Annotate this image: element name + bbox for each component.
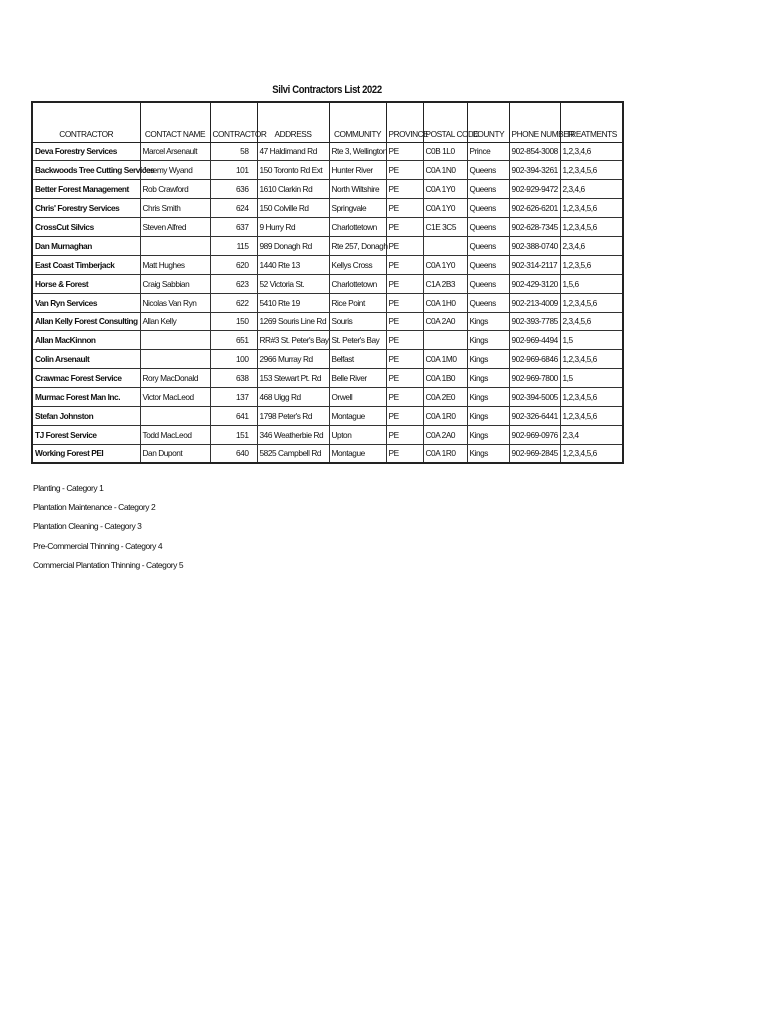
community-cell: Springvale <box>329 199 386 218</box>
contractor-name-cell: Dan Murnaghan <box>32 236 140 255</box>
table-row <box>32 180 623 199</box>
column-header: PHONE NUMBER <box>509 102 560 142</box>
table-row <box>32 218 623 237</box>
contractor-number-cell: 101 <box>210 161 257 180</box>
treatment-legend <box>33 482 183 578</box>
community-cell: Montague <box>329 444 386 463</box>
table-row <box>32 350 623 369</box>
postal-code-cell: C0A 1R0 <box>423 444 467 463</box>
community-cell: Rte 3, Wellington <box>329 142 386 161</box>
contractor-number-cell: 137 <box>210 388 257 407</box>
table-row <box>32 199 623 218</box>
county-cell: Kings <box>467 331 509 350</box>
contact-name-cell: Allan Kelly <box>140 312 210 331</box>
contact-name-cell: Jeremy Wyand <box>140 161 210 180</box>
contractor-number-cell: 636 <box>210 180 257 199</box>
community-cell: Kellys Cross <box>329 255 386 274</box>
treatments-cell: 1,5,6 <box>560 274 623 293</box>
province-cell: PE <box>386 180 423 199</box>
column-header: CONTRACTOR <box>210 102 257 142</box>
community-cell: Souris <box>329 312 386 331</box>
contact-name-cell: Victor MacLeod <box>140 388 210 407</box>
contact-name-cell: Dan Dupont <box>140 444 210 463</box>
province-cell: PE <box>386 199 423 218</box>
treatments-cell: 1,2,3,4,5,6 <box>560 293 623 312</box>
county-cell: Queens <box>467 218 509 237</box>
county-cell: Kings <box>467 444 509 463</box>
treatments-cell: 2,3,4,5,6 <box>560 312 623 331</box>
phone-number-cell: 902-969-4494 <box>509 331 560 350</box>
community-cell: Belfast <box>329 350 386 369</box>
province-cell: PE <box>386 331 423 350</box>
phone-number-cell: 902-213-4009 <box>509 293 560 312</box>
treatments-cell: 1,2,3,4,5,6 <box>560 388 623 407</box>
postal-code-cell: C0A 1Y0 <box>423 255 467 274</box>
treatments-cell: 1,2,3,5,6 <box>560 255 623 274</box>
contact-name-cell: Steven Alfred <box>140 218 210 237</box>
table-row <box>32 236 623 255</box>
county-cell: Queens <box>467 199 509 218</box>
address-cell: 468 Uigg Rd <box>257 388 329 407</box>
contractor-name-cell: Horse & Forest <box>32 274 140 293</box>
address-cell: 52 Victoria St. <box>257 274 329 293</box>
contractor-name-cell: Chris' Forestry Services <box>32 199 140 218</box>
phone-number-cell: 902-929-9472 <box>509 180 560 199</box>
county-cell: Kings <box>467 425 509 444</box>
contractor-number-cell: 100 <box>210 350 257 369</box>
contractor-number-cell: 624 <box>210 199 257 218</box>
legend-item: Pre-Commercial Thinning - Category 4 <box>33 540 163 551</box>
table-row <box>32 425 623 444</box>
contact-name-cell: Chris Smith <box>140 199 210 218</box>
treatments-cell: 1,2,3,4,5,6 <box>560 406 623 425</box>
address-cell: 150 Colville Rd <box>257 199 329 218</box>
contact-name-cell <box>140 350 210 369</box>
address-cell: 1610 Clarkin Rd <box>257 180 329 199</box>
treatments-cell: 1,2,3,4,5,6 <box>560 218 623 237</box>
province-cell: PE <box>386 236 423 255</box>
province-cell: PE <box>386 406 423 425</box>
address-cell: RR#3 St. Peter's Bay <box>257 331 329 350</box>
address-cell: 1798 Peter's Rd <box>257 406 329 425</box>
contractor-name-cell: Stefan Johnston <box>32 406 140 425</box>
address-cell: 5410 Rte 19 <box>257 293 329 312</box>
table-row <box>32 406 623 425</box>
postal-code-cell: C0A 1Y0 <box>423 199 467 218</box>
legend-item: Planting - Category 1 <box>33 483 104 493</box>
county-cell: Queens <box>467 255 509 274</box>
contact-name-cell <box>140 406 210 425</box>
county-cell: Queens <box>467 180 509 199</box>
phone-number-cell: 902-394-5005 <box>509 388 560 407</box>
address-cell: 1269 Souris Line Rd <box>257 312 329 331</box>
column-header: CONTACT NAME <box>140 102 210 142</box>
contractor-number-cell: 58 <box>210 142 257 161</box>
contractor-number-cell: 623 <box>210 274 257 293</box>
province-cell: PE <box>386 293 423 312</box>
county-cell: Kings <box>467 312 509 331</box>
address-cell: 150 Toronto Rd Ext <box>257 161 329 180</box>
county-cell: Queens <box>467 274 509 293</box>
province-cell: PE <box>386 142 423 161</box>
contractor-name-cell: East Coast Timberjack <box>32 255 140 274</box>
contractor-name-cell: TJ Forest Service <box>32 425 140 444</box>
table-row <box>32 274 623 293</box>
contractor-number-cell: 622 <box>210 293 257 312</box>
phone-number-cell: 902-429-3120 <box>509 274 560 293</box>
county-cell: Prince <box>467 142 509 161</box>
address-cell: 5825 Campbell Rd <box>257 444 329 463</box>
contact-name-cell: Marcel Arsenault <box>140 142 210 161</box>
county-cell: Kings <box>467 350 509 369</box>
contractor-number-cell: 640 <box>210 444 257 463</box>
county-cell: Kings <box>467 369 509 388</box>
contractor-name-cell: CrossCut Silvics <box>32 218 140 237</box>
postal-code-cell: C0A 1Y0 <box>423 180 467 199</box>
treatments-cell: 1,2,3,4,5,6 <box>560 350 623 369</box>
phone-number-cell: 902-626-6201 <box>509 199 560 218</box>
address-cell: 9 Hurry Rd <box>257 218 329 237</box>
table-row <box>32 331 623 350</box>
county-cell: Queens <box>467 236 509 255</box>
community-cell: Rice Point <box>329 293 386 312</box>
phone-number-cell: 902-969-7800 <box>509 369 560 388</box>
postal-code-cell: C0A 1M0 <box>423 350 467 369</box>
postal-code-cell <box>423 331 467 350</box>
community-cell: Belle River <box>329 369 386 388</box>
phone-number-cell: 902-326-6441 <box>509 406 560 425</box>
table-row <box>32 293 623 312</box>
contact-name-cell: Todd MacLeod <box>140 425 210 444</box>
county-cell: Kings <box>467 388 509 407</box>
province-cell: PE <box>386 425 423 444</box>
postal-code-cell: C0A 2E0 <box>423 388 467 407</box>
treatments-cell: 1,2,3,4,5,6 <box>560 199 623 218</box>
phone-number-cell: 902-969-0976 <box>509 425 560 444</box>
contractor-number-cell: 151 <box>210 425 257 444</box>
community-cell: Charlottetown <box>329 218 386 237</box>
table-row <box>32 255 623 274</box>
table-row <box>32 369 623 388</box>
phone-number-cell: 902-969-6846 <box>509 350 560 369</box>
phone-number-cell: 902-393-7785 <box>509 312 560 331</box>
table-row <box>32 312 623 331</box>
column-header: CONTRACTOR <box>32 102 140 142</box>
province-cell: PE <box>386 444 423 463</box>
contractor-number-cell: 637 <box>210 218 257 237</box>
phone-number-cell: 902-628-7345 <box>509 218 560 237</box>
treatments-cell: 1,5 <box>560 331 623 350</box>
postal-code-cell <box>423 236 467 255</box>
address-cell: 2966 Murray Rd <box>257 350 329 369</box>
county-cell: Queens <box>467 293 509 312</box>
community-cell: Montague <box>329 406 386 425</box>
province-cell: PE <box>386 274 423 293</box>
address-cell: 1440 Rte 13 <box>257 255 329 274</box>
table-row <box>32 444 623 463</box>
page-title: Silvi Contractors List 2022 <box>272 84 382 96</box>
contractors-table <box>31 101 624 464</box>
postal-code-cell: C0A 2A0 <box>423 312 467 331</box>
province-cell: PE <box>386 312 423 331</box>
column-header: COMMUNITY <box>329 102 386 142</box>
contractor-number-cell: 651 <box>210 331 257 350</box>
address-cell: 47 Haldimand Rd <box>257 142 329 161</box>
legend-item: Plantation Cleaning - Category 3 <box>33 521 142 532</box>
address-cell: 346 Weatherbie Rd <box>257 425 329 444</box>
contact-name-cell <box>140 236 210 255</box>
table-row <box>32 388 623 407</box>
contractor-number-cell: 638 <box>210 369 257 388</box>
phone-number-cell: 902-314-2117 <box>509 255 560 274</box>
contractor-number-cell: 115 <box>210 236 257 255</box>
community-cell: Upton <box>329 425 386 444</box>
treatments-cell: 2,3,4,6 <box>560 236 623 255</box>
table-row <box>32 161 623 180</box>
contact-name-cell: Nicolas Van Ryn <box>140 293 210 312</box>
treatments-cell: 1,2,3,4,5,6 <box>560 161 623 180</box>
province-cell: PE <box>386 369 423 388</box>
contact-name-cell: Craig Sabbian <box>140 274 210 293</box>
phone-number-cell: 902-394-3261 <box>509 161 560 180</box>
column-header: COUNTY <box>467 102 509 142</box>
phone-number-cell: 902-388-0740 <box>509 236 560 255</box>
postal-code-cell: C0A 1R0 <box>423 406 467 425</box>
province-cell: PE <box>386 161 423 180</box>
treatments-cell: 1,5 <box>560 369 623 388</box>
community-cell: Hunter River <box>329 161 386 180</box>
column-header: POSTAL CODE <box>423 102 467 142</box>
county-cell: Queens <box>467 161 509 180</box>
community-cell: North Wiltshire <box>329 180 386 199</box>
treatments-cell: 1,2,3,4,5,6 <box>560 444 623 463</box>
phone-number-cell: 902-969-2845 <box>509 444 560 463</box>
postal-code-cell: C1A 2B3 <box>423 274 467 293</box>
table-row <box>32 142 623 161</box>
contractor-name-cell: Crawmac Forest Service <box>32 369 140 388</box>
contractor-name-cell: Allan Kelly Forest Consulting <box>32 312 140 331</box>
contact-name-cell: Rory MacDonald <box>140 369 210 388</box>
contractor-name-cell: Allan MacKinnon <box>32 331 140 350</box>
province-cell: PE <box>386 218 423 237</box>
postal-code-cell: C1E 3C5 <box>423 218 467 237</box>
contractor-name-cell: Deva Forestry Services <box>32 142 140 161</box>
treatments-cell: 1,2,3,4,6 <box>560 142 623 161</box>
contractor-number-cell: 641 <box>210 406 257 425</box>
contractor-number-cell: 620 <box>210 255 257 274</box>
column-header: TREATMENTS <box>560 102 623 142</box>
postal-code-cell: C0A 1H0 <box>423 293 467 312</box>
phone-number-cell: 902-854-3008 <box>509 142 560 161</box>
treatments-cell: 2,3,4 <box>560 425 623 444</box>
address-cell: 989 Donagh Rd <box>257 236 329 255</box>
contractor-name-cell: Backwoods Tree Cutting Services <box>32 161 140 180</box>
province-cell: PE <box>386 255 423 274</box>
contractor-name-cell: Colin Arsenault <box>32 350 140 369</box>
postal-code-cell: C0A 1N0 <box>423 161 467 180</box>
table-body <box>32 142 623 463</box>
community-cell: Charlottetown <box>329 274 386 293</box>
contractor-name-cell: Working Forest PEI <box>32 444 140 463</box>
address-cell: 153 Stewart Pt. Rd <box>257 369 329 388</box>
legend-item: Commercial Plantation Thinning - Category 5 <box>33 559 184 570</box>
community-cell: Orwell <box>329 388 386 407</box>
postal-code-cell: C0A 2A0 <box>423 425 467 444</box>
treatments-cell: 2,3,4,6 <box>560 180 623 199</box>
contractor-name-cell: Van Ryn Services <box>32 293 140 312</box>
legend-item: Plantation Maintenance - Category 2 <box>33 502 156 513</box>
postal-code-cell: C0A 1B0 <box>423 369 467 388</box>
contact-name-cell: Matt Hughes <box>140 255 210 274</box>
county-cell: Kings <box>467 406 509 425</box>
contact-name-cell <box>140 331 210 350</box>
column-header: ADDRESS <box>257 102 329 142</box>
contractor-name-cell: Better Forest Management <box>32 180 140 199</box>
community-cell: Rte 257, Donagh <box>329 236 386 255</box>
contact-name-cell: Rob Crawford <box>140 180 210 199</box>
province-cell: PE <box>386 350 423 369</box>
postal-code-cell: C0B 1L0 <box>423 142 467 161</box>
contractor-number-cell: 150 <box>210 312 257 331</box>
province-cell: PE <box>386 388 423 407</box>
column-header: PROVINCE <box>386 102 423 142</box>
contractor-name-cell: Murmac Forest Man Inc. <box>32 388 140 407</box>
table-header-row <box>32 102 623 142</box>
community-cell: St. Peter's Bay <box>329 331 386 350</box>
